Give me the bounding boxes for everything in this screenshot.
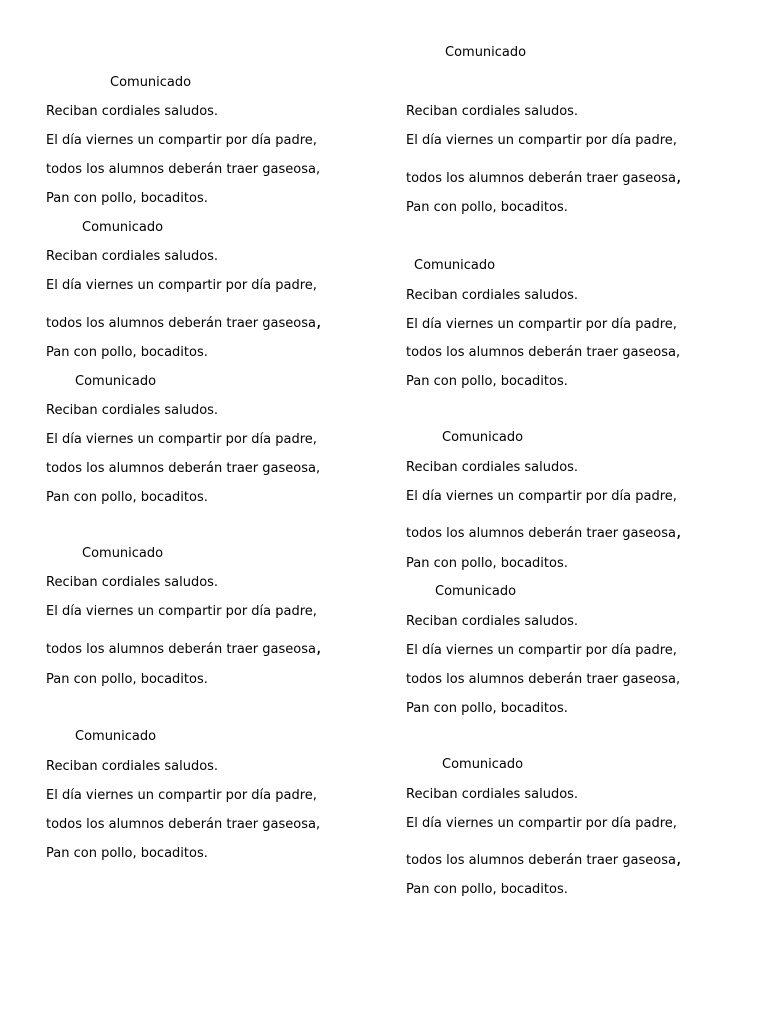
notice-bring-text: todos los alumnos deberán traer gaseosa <box>46 642 316 657</box>
notice-bring-line: todos los alumnos deberán traer gaseosa, <box>46 162 321 177</box>
notice-food-line: Pan con pollo, bocaditos. <box>406 200 568 215</box>
notice-event-line: El día viernes un compartir por día padre, <box>406 133 677 148</box>
notice-greeting: Reciban cordiales saludos. <box>406 288 579 303</box>
notice-food-line: Pan con pollo, bocaditos. <box>406 374 568 389</box>
notice-greeting: Reciban cordiales saludos. <box>406 614 579 629</box>
notice-greeting: Reciban cordiales saludos. <box>406 460 579 475</box>
notice-heading: Comunicado <box>82 546 164 561</box>
notice-food-line: Pan con pollo, bocaditos. <box>46 846 208 861</box>
notice-food-line: Pan con pollo, bocaditos. <box>46 345 208 360</box>
notice-bring-line: todos los alumnos deberán traer gaseosa, <box>406 672 681 687</box>
notice-greeting: Reciban cordiales saludos. <box>46 104 219 119</box>
notice-heading: Comunicado <box>442 430 524 445</box>
notice-bring-text: todos los alumnos deberán traer gaseosa <box>406 853 676 868</box>
notice-greeting: Reciban cordiales saludos. <box>406 787 579 802</box>
notice-event-line: El día viernes un compartir por día padre, <box>406 643 677 658</box>
notice-food-line: Pan con pollo, bocaditos. <box>406 701 568 716</box>
notice-event-line: El día viernes un compartir por día padre, <box>46 604 317 619</box>
notice-event-line: El día viernes un compartir por día padre, <box>46 278 317 293</box>
notice-comma: , <box>315 638 322 658</box>
notice-event-line: El día viernes un compartir por día padre, <box>406 816 677 831</box>
notice-bring-line <box>406 851 681 869</box>
notice-bring-line <box>46 314 321 332</box>
notice-greeting: Reciban cordiales saludos. <box>46 759 219 774</box>
notice-bring-line: todos los alumnos deberán traer gaseosa, <box>46 461 321 476</box>
notice-comma: , <box>675 167 682 187</box>
notice-heading: Comunicado <box>110 75 192 90</box>
notice-bring-text: todos los alumnos deberán traer gaseosa <box>406 526 676 541</box>
notice-food-line: Pan con pollo, bocaditos. <box>406 882 568 897</box>
notice-heading: Comunicado <box>414 258 496 273</box>
notice-heading: Comunicado <box>75 374 157 389</box>
notice-bring-line <box>406 524 681 542</box>
notice-event-line: El día viernes un compartir por día padre, <box>406 489 677 504</box>
notice-food-line: Pan con pollo, bocaditos. <box>46 490 208 505</box>
notice-comma: , <box>675 849 682 869</box>
notice-comma: , <box>675 522 682 542</box>
notice-heading: Comunicado <box>75 729 157 744</box>
notice-bring-text: todos los alumnos deberán traer gaseosa <box>406 171 676 186</box>
notice-heading: Comunicado <box>445 45 527 60</box>
notice-heading: Comunicado <box>442 757 524 772</box>
notice-greeting: Reciban cordiales saludos. <box>46 403 219 418</box>
notice-greeting: Reciban cordiales saludos. <box>46 249 219 264</box>
notice-food-line: Pan con pollo, bocaditos. <box>46 191 208 206</box>
notice-bring-line: todos los alumnos deberán traer gaseosa, <box>46 817 321 832</box>
notice-comma: , <box>315 312 322 332</box>
notice-bring-line <box>406 169 681 187</box>
notice-heading: Comunicado <box>435 584 517 599</box>
notice-event-line: El día viernes un compartir por día padre, <box>46 788 317 803</box>
notice-event-line: El día viernes un compartir por día padre, <box>46 432 317 447</box>
notice-food-line: Pan con pollo, bocaditos. <box>46 672 208 687</box>
notice-bring-line: todos los alumnos deberán traer gaseosa, <box>406 345 681 360</box>
notice-heading: Comunicado <box>82 220 164 235</box>
notice-bring-text: todos los alumnos deberán traer gaseosa <box>46 316 316 331</box>
notice-event-line: El día viernes un compartir por día padre, <box>406 317 677 332</box>
notice-bring-line <box>46 640 321 658</box>
notice-event-line: El día viernes un compartir por día padre, <box>46 133 317 148</box>
notice-food-line: Pan con pollo, bocaditos. <box>406 556 568 571</box>
notice-greeting: Reciban cordiales saludos. <box>406 104 579 119</box>
notice-greeting: Reciban cordiales saludos. <box>46 575 219 590</box>
